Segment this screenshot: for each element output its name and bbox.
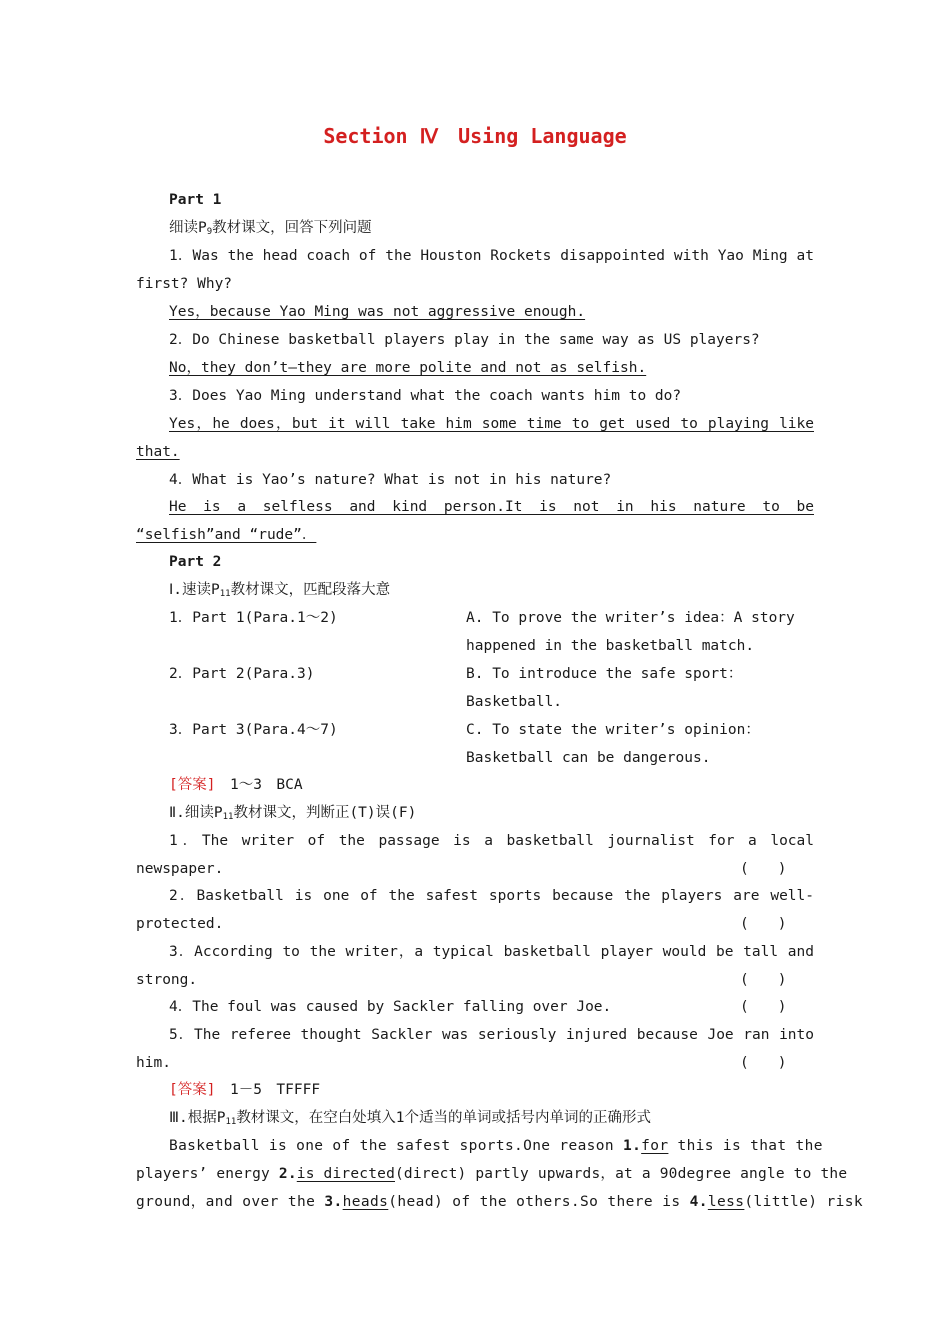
match-right-a-line-1: A. To prove the writer’s idea：A story	[466, 610, 795, 626]
tf-item-5-line-2: him.	[136, 1055, 171, 1071]
section-1-instruction: Ⅰ.速读$P_{11}$教材课文，匹配段落大意	[169, 582, 391, 599]
fill-answer-1: for	[641, 1138, 669, 1154]
tf-blank-5: ( )	[740, 1055, 787, 1071]
answer-label: [答案]	[169, 1082, 216, 1098]
fill-line-2: players’ energy 2.is directed(direct) partly upwards，at a 90degree angle to the	[136, 1166, 848, 1182]
answer-key-2: [答案] 1－5 TFFFF	[169, 1082, 321, 1098]
tf-item-4: 4．The foul was caused by Sackler falling over Joe.	[169, 999, 612, 1015]
tf-blank-4: ( )	[740, 999, 787, 1015]
match-left-2: 2．Part 2(Para.3)	[169, 666, 315, 682]
answer-4-line-1: He is a selfless and kind person.It is not in his nature to be	[169, 499, 814, 515]
question-1-line-2: first? Why?	[136, 276, 233, 292]
tf-item-3-line-2: strong.	[136, 972, 198, 988]
answer-2: No，they don’t—they are more polite and not as selfish.	[169, 360, 647, 376]
fill-line-1: Basketball is one of the safest sports.One reason 1.for this is that the	[169, 1138, 823, 1154]
tf-blank-3: ( )	[740, 972, 787, 988]
fill-answer-2: is directed	[296, 1166, 395, 1182]
part2-heading: Part 2	[169, 554, 222, 570]
section-2-instruction: Ⅱ.细读$P_{11}$教材课文，判断正(T)误(F)	[169, 805, 417, 822]
tf-item-2-line-2: protected.	[136, 916, 224, 932]
section-3-instruction: Ⅲ.根据$P_{11}$教材课文，在空白处填入1个适当的单词或括号内单词的正确形式	[169, 1110, 652, 1127]
match-right-b-line-1: B. To introduce the safe sport：	[466, 666, 743, 682]
tf-item-3-line-1: 3．According to the writer，a typical basketball player would be tall and	[169, 944, 814, 960]
match-right-c-line-2: Basketball can be dangerous.	[466, 750, 711, 766]
fill-answer-3: heads	[342, 1194, 389, 1210]
page-title: Section Ⅳ Using Language	[323, 124, 627, 148]
tf-item-1-line-2: newspaper.	[136, 861, 224, 877]
match-left-1: 1．Part 1(Para.1～2)	[169, 610, 338, 626]
match-left-3: 3．Part 3(Para.4～7)	[169, 722, 338, 738]
part1-instruction: 细读$P_9$教材课文，回答下列问题	[169, 220, 372, 237]
tf-item-5-line-1: 5．The referee thought Sackler was seriously injured because Joe ran into	[169, 1027, 814, 1043]
tf-item-1-line-1: 1．The writer of the passage is a basketball journalist for a local	[169, 833, 814, 849]
answer-key-1: [答案] 1～3 BCA	[169, 777, 303, 793]
answer-4-line-2: “selfish”and “rude”．	[136, 527, 317, 543]
question-3: 3．Does Yao Ming understand what the coach wants him to do?	[169, 388, 682, 404]
tf-blank-2: ( )	[740, 916, 787, 932]
answer-1: Yes，because Yao Ming was not aggressive enough.	[169, 304, 586, 320]
answer-label: [答案]	[169, 777, 216, 793]
fill-line-3: ground，and over the 3.heads(head) of the others.So there is 4.less(little) risk	[136, 1194, 864, 1210]
answer-3-line-2: that.	[136, 444, 180, 460]
tf-item-2-line-1: 2．Basketball is one of the safest sports because the players are well-	[169, 888, 814, 904]
match-right-c-line-1: C. To state the writer’s opinion：	[466, 722, 760, 738]
question-2: 2．Do Chinese basketball players play in the same way as US players?	[169, 332, 760, 348]
fill-answer-4: less	[707, 1194, 745, 1210]
match-right-a-line-2: happened in the basketball match.	[466, 638, 755, 654]
part1-heading: Part 1	[169, 192, 222, 208]
answer-3-line-1: Yes，he does，but it will take him some time to get used to playing like	[169, 416, 814, 432]
question-4: 4．What is Yao’s nature? What is not in his nature?	[169, 472, 612, 488]
match-right-b-line-2: Basketball.	[466, 694, 563, 710]
question-1-line-1: 1．Was the head coach of the Houston Rockets disappointed with Yao Ming at	[169, 248, 814, 264]
tf-blank-1: ( )	[740, 861, 787, 877]
